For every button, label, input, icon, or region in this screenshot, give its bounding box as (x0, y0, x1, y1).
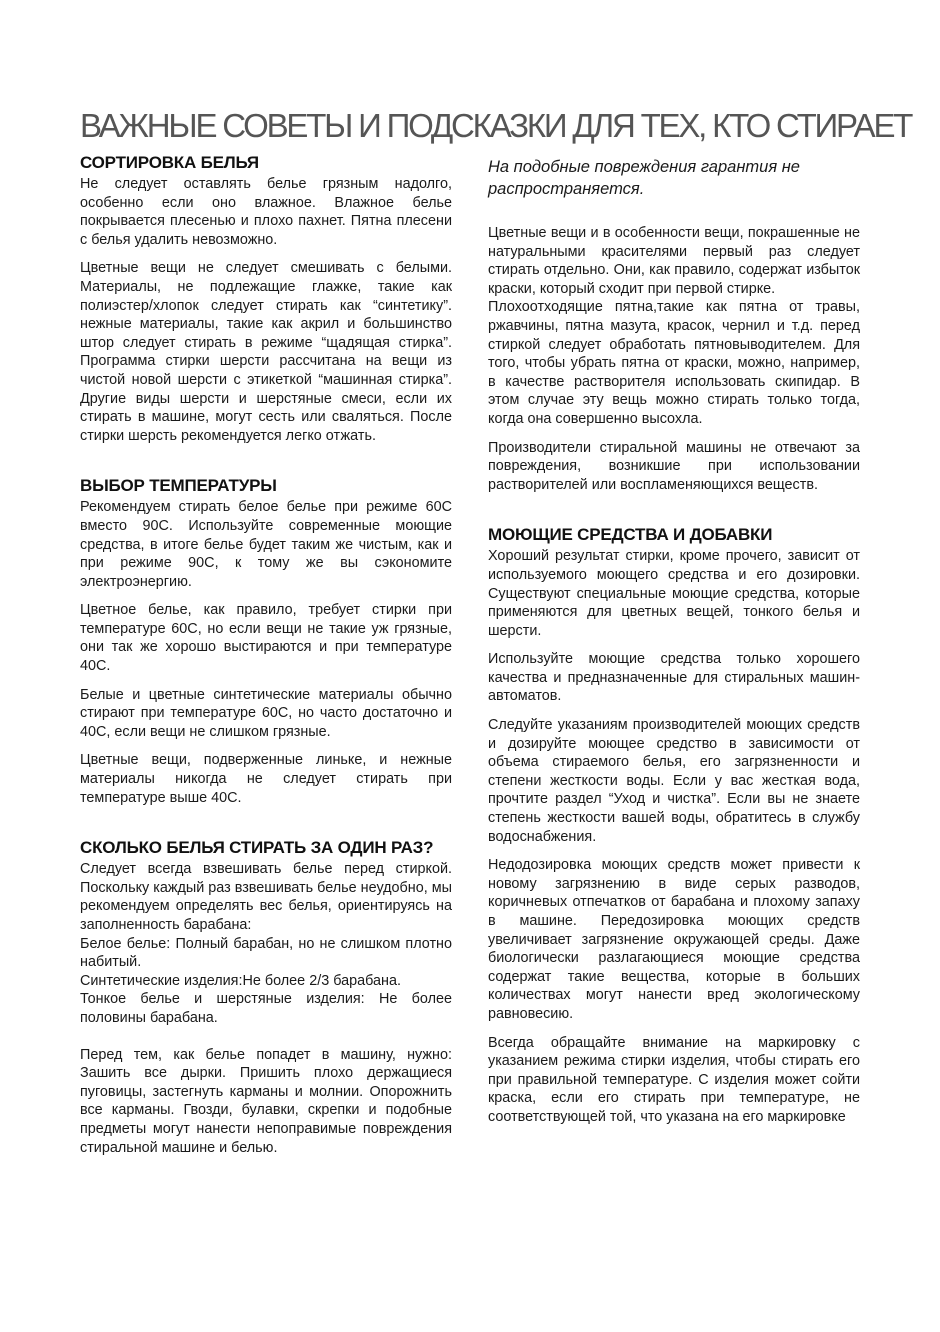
section-heading: СКОЛЬКО БЕЛЬЯ СТИРАТЬ ЗА ОДИН РАЗ? (80, 838, 434, 858)
paragraph: Хороший результат стирки, кроме прочего, зависит от используемого моющего средства и его дозировки. Существуют специальные моющие средства, которые применяются для цветных вещей, тонкого белья и шерсти. (488, 548, 860, 639)
paragraph: Белое белье: Полный барабан, но не слишком плотно набитый. (80, 935, 452, 971)
page-title: ВАЖНЫЕ СОВЕТЫ И ПОДСКАЗКИ ДЛЯ ТЕХ, КТО СТИРАЕТ (80, 107, 912, 145)
paragraph: Цветные вещи не следует смешивать с белыми. Материалы, не подлежащие глажке, такие как полиэстер/хлопок следует стирать как “синтетику”. нежные материалы, такие как акрил и большинство штор следует стирать в режиме “щадящая стирка”. Программа стирки шерсти рассчитана на вещи из чистой новой шерсти с этикеткой “машинная стирка”. Другие виды шерсти и шерстяные смеси, если их стирать в машине, могут сесть или сваляться. После стирки шерсть рекомендуется легко отжать. (80, 260, 452, 444)
section-detergents (488, 524, 860, 1126)
left-column (80, 152, 452, 1167)
section-sorting (80, 152, 452, 445)
paragraph: Синтетические изделия:Не более 2/3 барабана. (80, 972, 401, 989)
paragraph: Цветные вещи и в особенности вещи, покрашенные не натуральными красителями первый раз следует стирать отдельно. Они, как правило, содержат избыток краски, который сходит при первой стирке. (488, 225, 860, 297)
warranty-note: На подобные повреждения гарантия не распространяется. (488, 158, 800, 198)
paragraph: Цветное белье, как правило, требует стирки при температуре 60С, но если вещи не такие уж грязные, они так же хорошо выстираются и при температуре 40С. (80, 602, 452, 675)
paragraph: Не следует оставлять белье грязным надолго, особенно если оно влажное. Влажное белье покрывается плесенью и плохо пахнет. Пятна плесени с белья удалить невозможно. (80, 176, 452, 248)
section-heading: СОРТИРОВКА БЕЛЬЯ (80, 153, 259, 172)
paragraph: Используйте моющие средства только хорошего качества и предназначенные для стиральных машин-автоматов. (488, 651, 860, 705)
paragraph: Перед тем, как белье попадет в машину, нужно: Зашить все дырки. Пришить плохо держащиеся пуговицы, застегнуть карманы и молнии. Опорожнить все карманы. Гвозди, булавки, скрепки и подобные предметы могут нанести непоправимые повреждения стиральной машине и белью. (80, 1046, 452, 1156)
paragraph: Всегда обращайте внимание на маркировку с указанием режима стирки изделия, чтобы стирать его при правильной температуре. С изделия может сойти краска, если его стирать при температуре, не соответствующей той, что указана на его маркировке (488, 1034, 860, 1125)
paragraph: Рекомендуем стирать белое белье при режиме 60С вместо 90С. Используйте современные моющие средства, в итоге белье будет таким же чистым, как и при режиме 90С, к тому же вы сэкономите электроэнергию. (80, 499, 452, 590)
paragraph: Белые и цветные синтетические материалы обычно стирают при температуре 60С, но часто достаточно и 40С, если вещи не слишком грязные. (80, 686, 452, 740)
paragraph: Производители стиральной машины не отвечают за повреждения, возникшие при использовании растворителей или воспламеняющихся веществ. (488, 439, 860, 493)
section-heading: ВЫБОР ТЕМПЕРАТУРЫ (80, 476, 277, 496)
paragraph: Недодозировка моющих средств может привести к новому загрязнению в виде серых разводов, коричневых отпечатков от барабана и плохому запаху в машине. Передозировка моющих средств увеличивает загрязнение окружающей среды. Даже биологически разлагающиеся моющие средства содержат такие вещества, которые в больших количествах могут нанести вред экологическому равновесию. (488, 857, 860, 1022)
section-temperature (80, 475, 452, 807)
paragraph: Следуйте указаниям производителей моющих средств и дозируйте моющее средство в зависимости от объема стираемого белья, его загрязненности и степени жесткости воды. Если у вас жесткая вода, прочтите раздел “Уход и чистка”. Если вы не знаете степень жесткости вашей воды, обратитесь в службу водоснабжения. (488, 717, 860, 845)
section-heading: МОЮЩИЕ СРЕДСТВА И ДОБАВКИ (488, 525, 773, 545)
right-column (488, 152, 860, 1137)
paragraph: Цветные вещи, подверженные линьке, и нежные материалы никогда не следует стирать при температуре выше 40С. (80, 752, 452, 806)
section-load (80, 837, 452, 1157)
paragraph: Следует всегда взвешивать белье перед стиркой. Поскольку каждый раз взвешивать белье неудобно, мы рекомендуем определять вес белья, ориентируясь на заполненность барабана: (80, 861, 452, 933)
paragraph: Тонкое белье и шерстяные изделия: Не более половины барабана. (80, 991, 452, 1026)
paragraph: Плохоотходящие пятна,такие как пятна от травы, ржавчины, пятна мазута, красок, чернил и т.д. перед стиркой следует обработать пятновыводителем. Для того, чтобы убрать пятна от краски, можно, например, в качестве растворителя использовать скипидар. В этом случае эту вещь можно стирать только тогда, когда она совершенно высохла. (488, 299, 860, 427)
